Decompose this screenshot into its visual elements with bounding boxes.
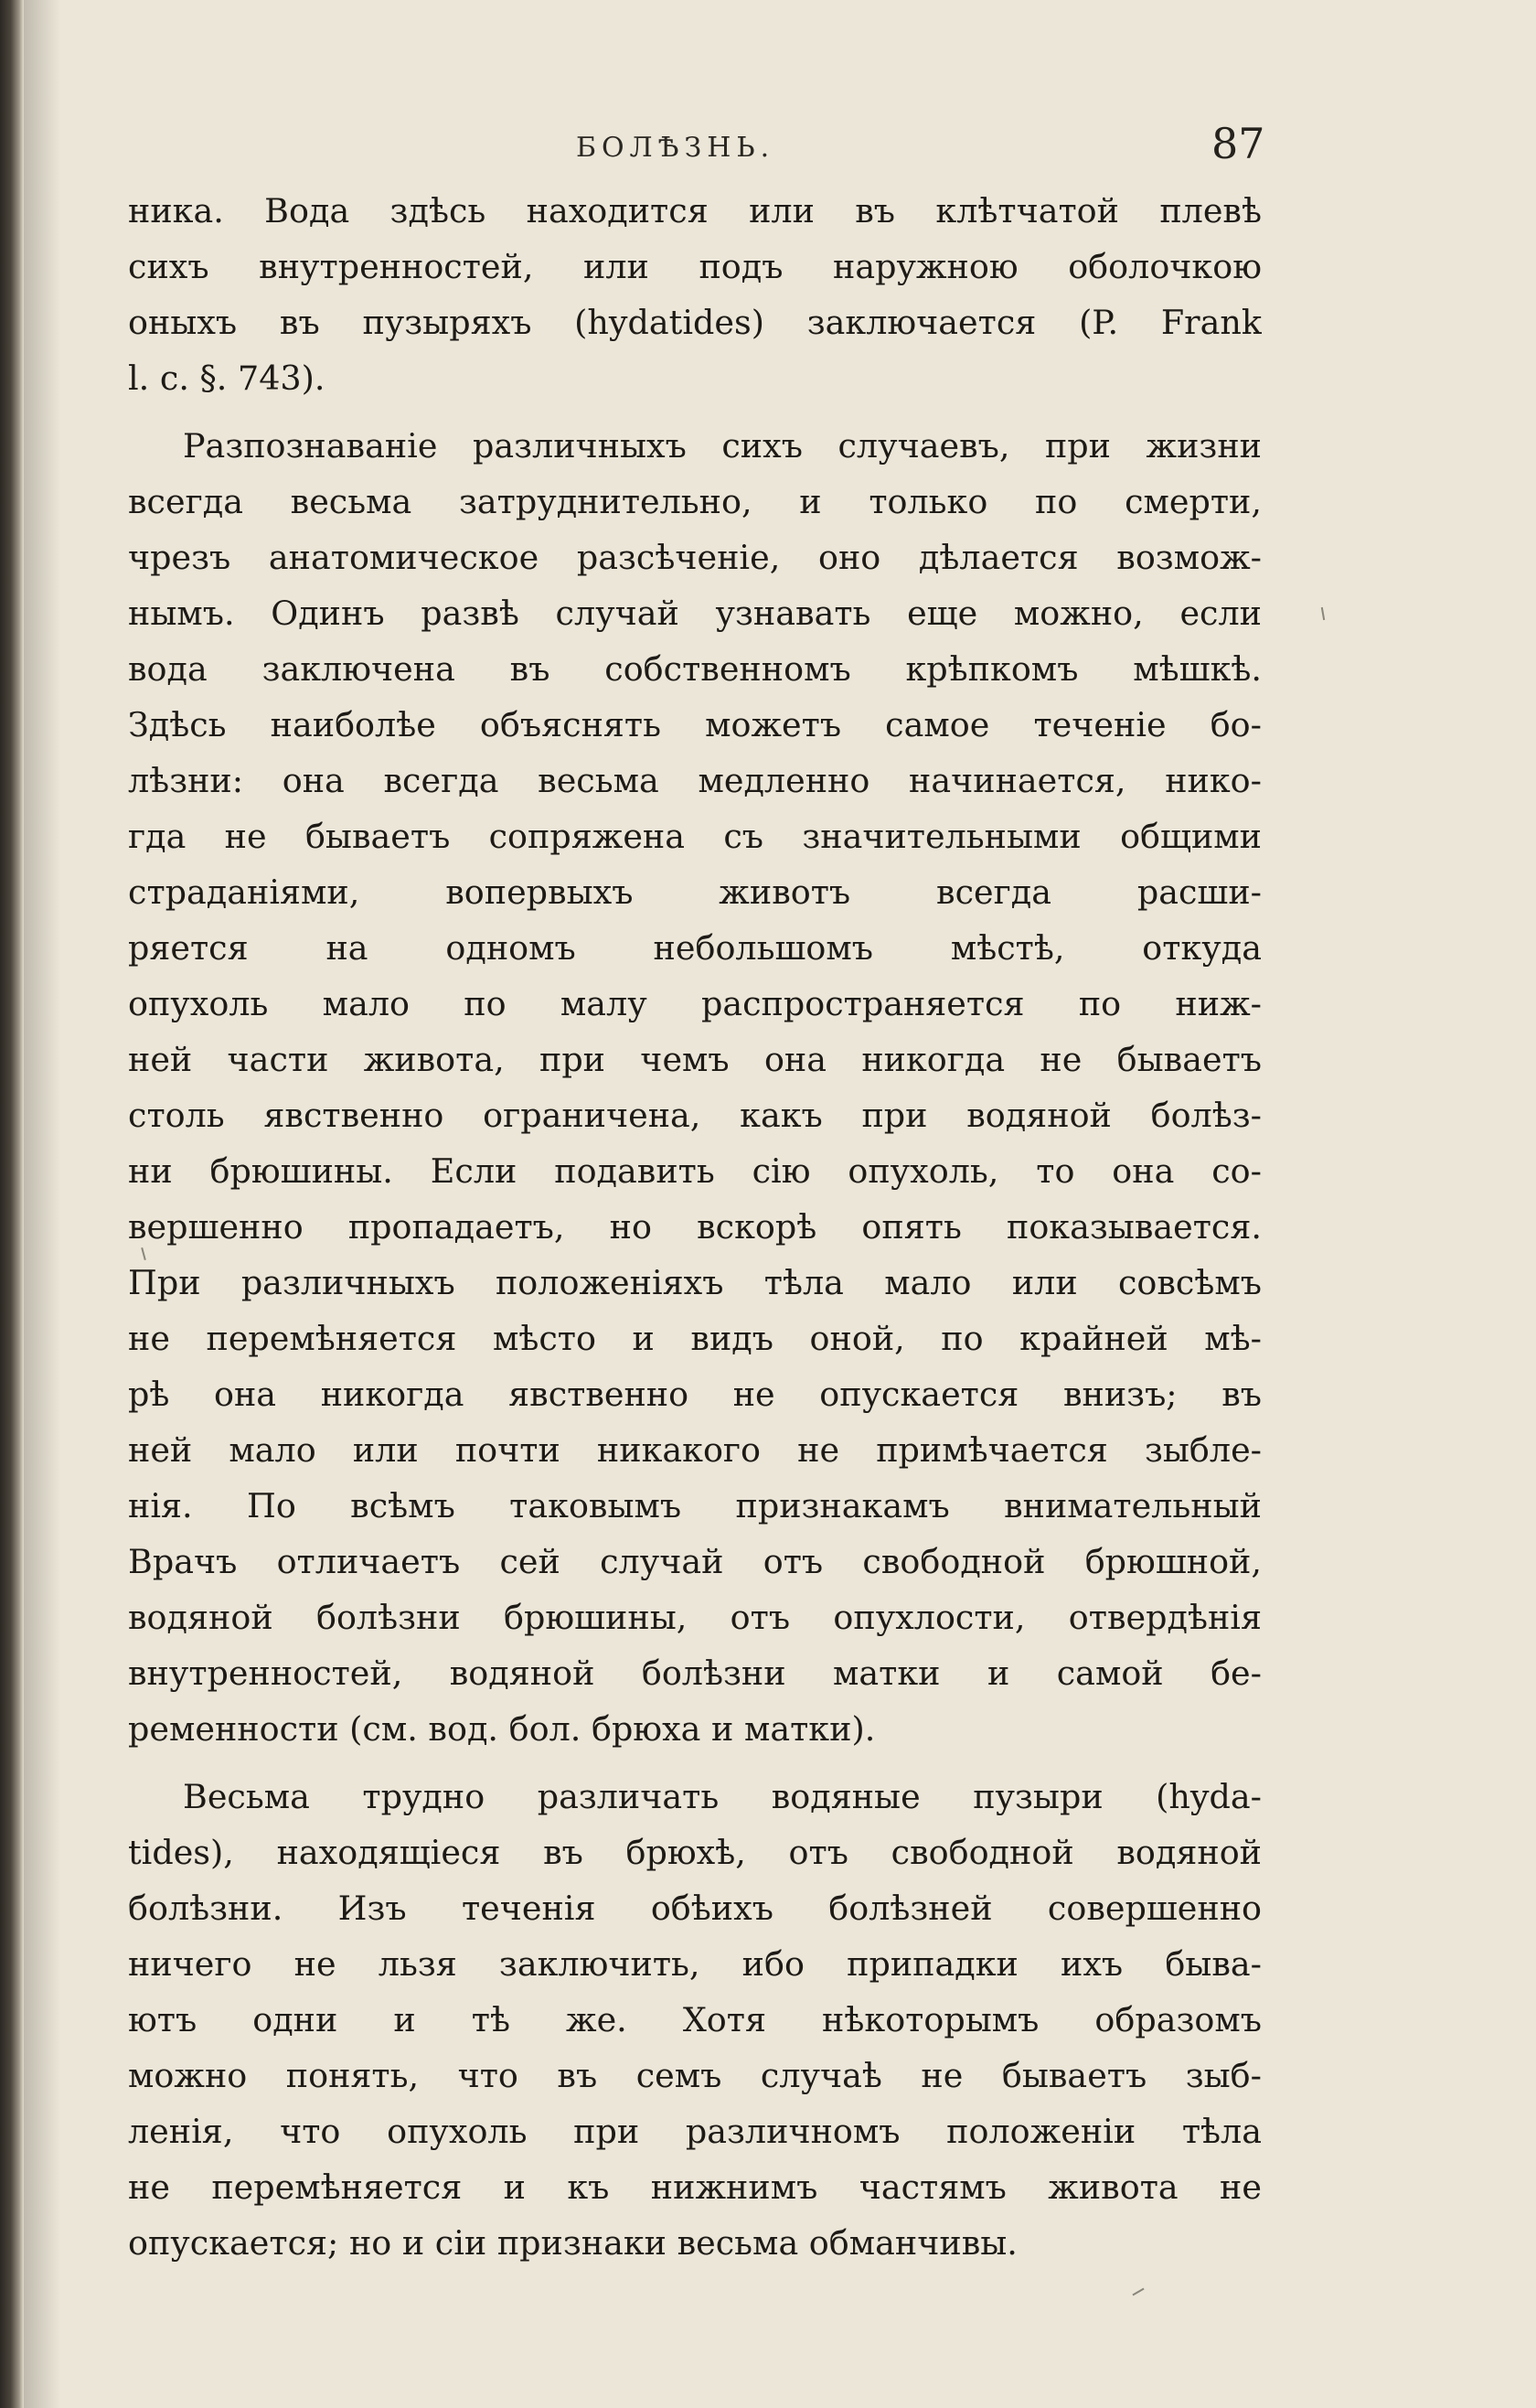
text-line: рѣ она никогда явственно не опускается внизъ; въ [128,1375,1262,1414]
text-line: Здѣсь наиболѣе объяснять можетъ самое теченiе бо- [128,705,1262,744]
text-line: болѣзни. Изъ теченiя обѣихъ болѣзней совершенно [128,1889,1262,1928]
text-line: лѣзни: она всегда весьма медленно начинается, нико- [128,761,1262,800]
text-line: ленiя, что опухоль при различномъ положенiи тѣла [128,2112,1262,2151]
book-page [101,91,1265,2323]
running-head [101,119,1265,174]
text-line: вершенно пропадаетъ, но вскорѣ опять показывается. [128,1207,1262,1247]
gutter-shadow [24,0,60,2408]
text-line: При различныхъ положенiяхъ тѣла мало или совсѣмъ [128,1263,1262,1302]
text-line: tides), находящiеся въ брюхѣ, отъ свободной водяной [128,1833,1262,1872]
text-line: Весьма трудно различать водяные пузыри (hyda- [183,1777,1262,1816]
body-text [128,183,1262,2271]
text-line: столь явственно ограничена, какъ при водяной болѣз- [128,1096,1262,1135]
text-line: всегда весьма затруднительно, и только по смерти, [128,482,1262,521]
text-line: можно понять, что въ семъ случаѣ не бываетъ зыб- [128,2056,1262,2095]
text-line: вода заключена въ собственномъ крѣпкомъ мѣшкѣ. [128,649,1262,689]
text-line: нiя. По всѣмъ таковымъ признакамъ внимательный [128,1486,1262,1525]
paragraph-gap [128,406,1262,418]
text-line: l. c. §. 743). [128,359,325,398]
paragraph [128,418,1262,1757]
text-line: Врачъ отличаетъ сей случай отъ свободной брюшной, [128,1542,1262,1581]
paper-speck [1321,607,1325,620]
text-line: ней мало или почти никакого не примѣчается зыбле- [128,1430,1262,1470]
text-line: не перемѣняется и къ нижнимъ частямъ живота не [128,2167,1262,2207]
paragraph-gap [128,1757,1262,1769]
running-head-title: БОЛѢЗНЬ. [576,132,775,164]
text-line: внутренностей, водяной болѣзни матки и самой бе- [128,1653,1262,1693]
book-spine-edge [0,0,24,2408]
text-line: опускается; но и сiи признаки весьма обманчивы. [128,2223,1018,2263]
text-line: ютъ одни и тѣ же. Хотя нѣкоторымъ образомъ [128,2000,1262,2039]
text-line: ника. Вода здѣсь находится или въ клѣтчатой плевѣ [128,191,1262,230]
text-line: гда не бываетъ сопряжена съ значительными общими [128,817,1262,856]
text-line: ничего не льзя заключить, ибо припадки ихъ быва- [128,1944,1262,1984]
text-line: ней части живота, при чемъ она никогда не бываетъ [128,1040,1262,1079]
text-line: страданiями, вопервыхъ животъ всегда расши- [128,872,1262,912]
text-line: опухоль мало по малу распространяется по ниж- [128,984,1262,1023]
paragraph [128,183,1262,406]
page-number: 87 [1211,119,1265,168]
paragraph [128,1769,1262,2271]
text-line: водяной болѣзни брюшины, отъ опухлости, отвердѣнiя [128,1598,1262,1637]
text-line: ременности (см. вод. бол. брюха и матки). [128,1709,876,1749]
text-line: не перемѣняется мѣсто и видъ оной, по крайней мѣ- [128,1319,1262,1358]
text-line: чрезъ анатомическое разсѣченiе, оно дѣлается возмож- [128,538,1262,577]
text-line: ни брюшины. Если подавить сiю опухоль, то она со- [128,1151,1262,1191]
text-line: нымъ. Одинъ развѣ случай узнавать еще можно, если [128,594,1262,633]
text-line: ряется на одномъ небольшомъ мѣстѣ, откуда [128,928,1262,968]
text-line: оныхъ въ пузыряхъ (hydatides) заключается (P. Frank [128,303,1262,342]
text-line: Разпознаванiе различныхъ сихъ случаевъ, при жизни [183,426,1262,466]
text-line: сихъ внутренностей, или подъ наружною оболочкою [128,247,1262,286]
